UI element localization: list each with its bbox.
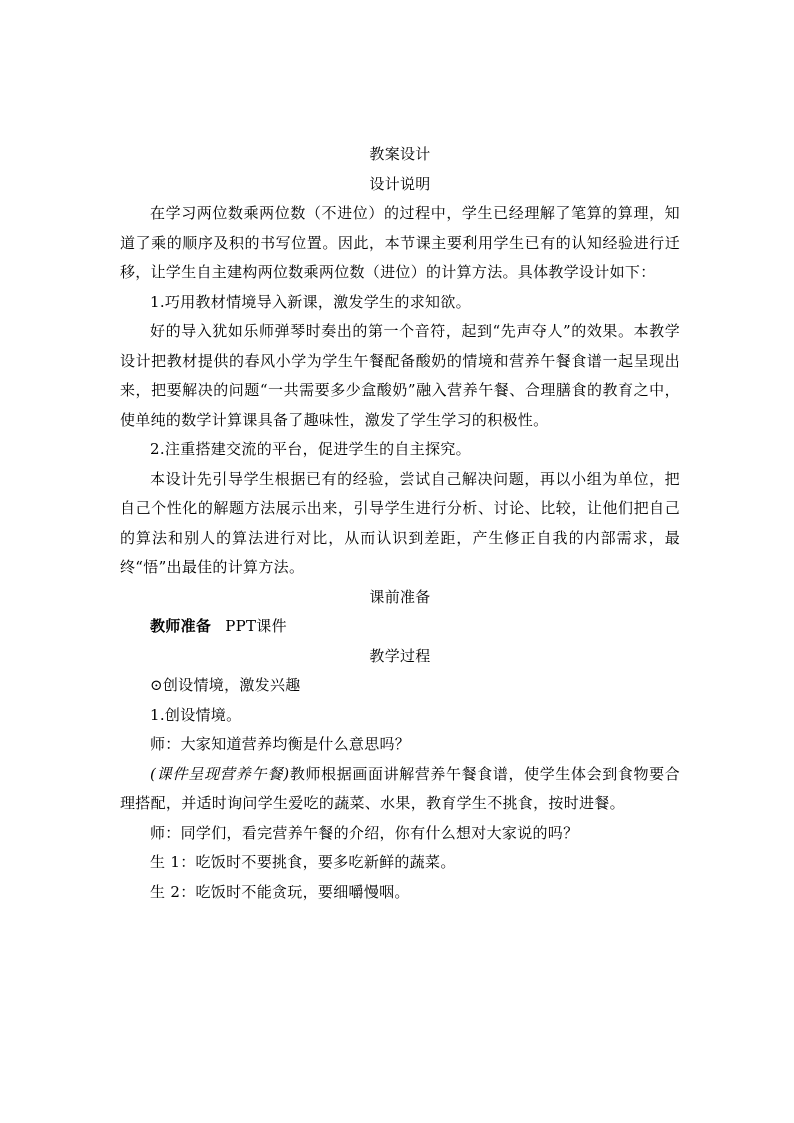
paragraph-intro: 在学习两位数乘两位数（不进位）的过程中，学生已经理解了笔算的算理，知道了乘的顺序及积的书写位置。因此，本节课主要利用学生已有的认知经验进行迁移，让学生自主建构两位数乘两位数（进位）的计算方法。具体教学设计如下： <box>120 204 680 281</box>
step-one: 1.创设情境。 <box>150 705 242 724</box>
teacher-question-one: 师：大家知道营养均衡是什么意思吗？ <box>150 735 411 753</box>
paragraph-lead-in: 好的导入犹如乐师弹琴时奏出的第一个音符，起到“先声夺人”的效果。本教学设计把教材提供的春风小学为学生午餐配备酸奶的情境和营养午餐食谱一起呈现出来，把要解决的问题“一共需要多少盒酸奶”融入营养午餐、合理膳食的教育之中，使单纯的数学计算课具备了趣味性，激发了学生学习的积极性。 <box>120 322 680 429</box>
section-prep: 课前准备 <box>369 587 431 606</box>
courseware-paragraph <box>120 760 680 819</box>
teacher-prep-value: PPT课件 <box>225 617 287 635</box>
courseware-text: 教师根据画面讲解营养午餐食谱，使学生体会到食物要合理搭配，并适时询问学生爱吃的蔬菜、水果，教育学生不挑食，按时进餐。 <box>120 764 680 812</box>
document-body <box>120 140 680 907</box>
paragraph-exploration: 本设计先引导学生根据已有的经验，尝试自己解决问题，再以小组为单位，把自己个性化的解题方法展示出来，引导学生进行分析、讨论、比较，让他们把自己的算法和别人的算法进行对比，从而认识到差距，产生修正自我的内部需求，最终“悟”出最佳的计算方法。 <box>120 469 680 576</box>
teacher-prep <box>120 612 680 642</box>
teacher-prep-label: 教师准备 <box>150 617 212 635</box>
student-answer-two: 生 2：吃饭时不能贪玩，要细嚼慢咽。 <box>150 882 410 901</box>
courseware-note: (课件呈现营养午餐) <box>150 764 290 783</box>
section-design-notes: 设计说明 <box>369 174 431 193</box>
section-process: 教学过程 <box>369 646 431 665</box>
teacher-question-two: 师：同学们，看完营养午餐的介绍，你有什么想对大家说的吗？ <box>150 823 579 842</box>
point-one: 1.巧用教材情境导入新课，激发学生的求知欲。 <box>150 292 471 311</box>
point-two: 2.注重搭建交流的平台，促进学生的自主探究。 <box>150 440 471 458</box>
step-heading: ⊙创设情境，激发兴趣 <box>150 676 301 694</box>
student-answer-one: 生 1：吃饭时不要挑食，要多吃新鲜的蔬菜。 <box>150 853 456 871</box>
document-title: 教案设计 <box>369 145 431 163</box>
